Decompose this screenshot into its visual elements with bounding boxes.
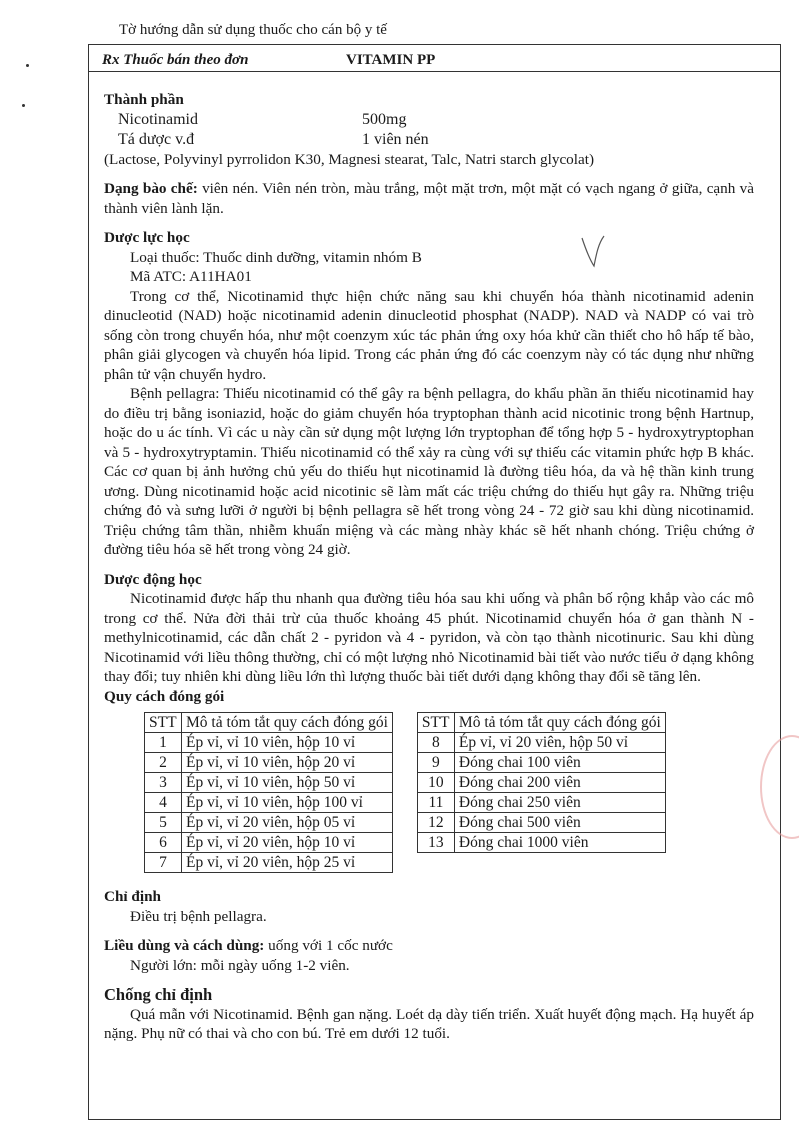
table-row: 2 Ép vỉ, vỉ 10 viên, hộp 20 vỉ bbox=[145, 753, 393, 773]
table-row: 1 Ép vỉ, vỉ 10 viên, hộp 10 vỉ bbox=[145, 733, 393, 753]
indication-section bbox=[104, 887, 754, 926]
packaging-table-right bbox=[417, 712, 666, 853]
table-row: 13 Đóng chai 1000 viên bbox=[417, 833, 665, 853]
pharmacokinetics-section bbox=[104, 570, 754, 687]
paragraph: Trong cơ thể, Nicotinamid thực hiện chức năng sau khi chuyển hóa thành nicotinamid adenin dinucleotid (NAD) hoặc nicotinamid adenin dinucleotid phosphat (NADP). NAD và NADP có vai trò sống còn trong chuyển hóa, như một coenzym xúc tác phản ứng oxy hóa khử cần thiết cho hô hấp tế bào, phân giải glycogen và chuyển hóa lipid. Trong các phản ứng đó các coenzym này có tác dụng như những phân tử vận chuyển hydro. bbox=[104, 287, 754, 383]
table-row: 6 Ép vỉ, vỉ 20 viên, hộp 10 vỉ bbox=[145, 833, 393, 853]
document-caption: Tờ hướng dẫn sử dụng thuốc cho cán bộ y tế bbox=[119, 22, 387, 38]
dosage-form-text: viên nén. Viên nén tròn, màu trắng, một mặt trơn, một mặt có vạch ngang ở giữa, cạnh và thành viên lành lặn. bbox=[104, 180, 754, 217]
table-row: 4 Ép vỉ, vỉ 10 viên, hộp 100 vỉ bbox=[145, 793, 393, 813]
dosage-text: uống với 1 cốc nước bbox=[264, 937, 393, 954]
leaflet-body bbox=[104, 90, 754, 1044]
ingredient-amount: 500mg bbox=[362, 110, 407, 128]
ingredient-name: Tá dược v.đ bbox=[118, 130, 195, 148]
ingredient-name: Nicotinamid bbox=[118, 110, 198, 128]
composition-section bbox=[104, 90, 754, 169]
margin-dot bbox=[26, 64, 29, 67]
excipient-list: (Lactose, Polyvinyl pyrrolidon K30, Magnesi stearat, Talc, Natri starch glycolat) bbox=[104, 150, 595, 168]
paragraph: Bệnh pellagra: Thiếu nicotinamid có thể gây ra bệnh pellagra, do khẩu phần ăn thiếu nicotinamid hay do điều trị bằng isoniazid, hoặc do giảm chuyển hóa tryptophan thành acid nicotinic trong bệnh Hartnup, hoặc do u ác tính. Vì các u này cần sử dụng một lượng lớn tryptophan để tổng hợp 5 - hydroxytryptophan và 5 - hydroxytryptamin. Thiếu nicotinamid có thể xảy ra cùng với sự thiếu các vitamin phức hợp B khác. Các cơ quan bị ảnh hưởng chủ yếu do thiếu hụt nicotinamid là đường tiêu hóa, da và hệ thần kinh trung ương. Dùng nicotinamid hoặc acid nicotinic sẽ làm mất các triệu chứng do thiếu hụt gây ra. Những triệu chứng đỏ và sưng lưỡi ở người bị bệnh pellagra sẽ hết trong vòng 24 - 72 giờ sau khi dùng nicotinamid. Triệu chứng tâm thần, nhiễm khuẩn miệng và các màng nhày khác sẽ hết nhanh chóng. Triệu chứng ở đường tiêu hóa sẽ hết trong vòng 24 giờ. bbox=[104, 385, 754, 558]
table-row: 10 Đóng chai 200 viên bbox=[417, 773, 665, 793]
composition-heading: Thành phần bbox=[104, 91, 184, 108]
table-row: 11 Đóng chai 250 viên bbox=[417, 793, 665, 813]
table-header-stt: STT bbox=[145, 713, 182, 733]
adult-dosage: Người lớn: mỗi ngày uống 1-2 viên. bbox=[130, 956, 350, 974]
product-title: VITAMIN PP bbox=[346, 52, 436, 68]
packaging-heading: Quy cách đóng gói bbox=[104, 687, 225, 705]
margin-dot bbox=[22, 104, 25, 107]
table-row: 7 Ép vỉ, vỉ 20 viên, hộp 25 vỉ bbox=[145, 853, 393, 873]
composition-row bbox=[104, 110, 754, 130]
paragraph: Nicotinamid được hấp thu nhanh qua đường tiêu hóa sau khi uống và phân bố rộng khắp vào các mô trong cơ thể. Nửa đời thải trừ của thuốc khoảng 45 phút. Nicotinamid chuyển hóa ở gan thành N - methylnicotinamid, các dẫn chất 2 - pyridon và 4 - pyridon, và còn tạo thành nicotinuric. Sau khi dùng Nicotinamid với liều thông thường, chỉ có một lượng nhỏ Nicotinamid bài tiết vào nước tiểu ở dạng không thay đổi; tuy nhiên khi dùng liều lớn thì lượng thuốc bài tiết dưới dạng không thay đổi sẽ tăng lên. bbox=[104, 590, 754, 685]
ingredient-amount: 1 viên nén bbox=[362, 130, 429, 148]
pharmacodynamics-heading: Dược lực học bbox=[104, 229, 190, 246]
contraindication-text: Quá mẫn với Nicotinamid. Bệnh gan nặng. Loét dạ dày tiến triển. Xuất huyết động mạch. Hạ huyết áp nặng. Phụ nữ có thai và cho con bú. Trẻ em dưới 12 tuổi. bbox=[104, 1005, 754, 1042]
contraindication-section bbox=[104, 985, 754, 1044]
table-row: 8 Ép vỉ, vỉ 20 viên, hộp 50 vỉ bbox=[417, 733, 665, 753]
table-header-desc: Mô tả tóm tắt quy cách đóng gói bbox=[182, 713, 393, 733]
table-row: 9 Đóng chai 100 viên bbox=[417, 753, 665, 773]
atc-code: Mã ATC: A11HA01 bbox=[130, 268, 252, 285]
dosage-form-label: Dạng bào chế: bbox=[104, 180, 198, 197]
indication-heading: Chỉ định bbox=[104, 888, 161, 905]
indication-text: Điều trị bệnh pellagra. bbox=[130, 907, 267, 925]
composition-row bbox=[104, 130, 754, 150]
rx-label: Rx Thuốc bán theo đơn bbox=[102, 52, 249, 68]
table-row: 5 Ép vỉ, vỉ 20 viên, hộp 05 vỉ bbox=[145, 813, 393, 833]
pharmacodynamics-section bbox=[104, 228, 754, 560]
table-row: 12 Đóng chai 500 viên bbox=[417, 813, 665, 833]
drug-type: Loại thuốc: Thuốc dinh dưỡng, vitamin nhóm B bbox=[130, 248, 422, 266]
dosage-section bbox=[104, 936, 754, 975]
contraindication-heading: Chống chỉ định bbox=[104, 985, 213, 1004]
dosage-form-section bbox=[104, 179, 754, 218]
dosage-label: Liều dùng và cách dùng: bbox=[104, 937, 265, 954]
pharmacokinetics-heading: Dược động học bbox=[104, 570, 202, 588]
table-header-stt: STT bbox=[417, 713, 454, 733]
packaging-section bbox=[104, 687, 754, 874]
table-header-desc: Mô tả tóm tắt quy cách đóng gói bbox=[454, 713, 665, 733]
table-row: 3 Ép vỉ, vỉ 10 viên, hộp 50 vỉ bbox=[145, 773, 393, 793]
packaging-table-left bbox=[144, 712, 393, 873]
